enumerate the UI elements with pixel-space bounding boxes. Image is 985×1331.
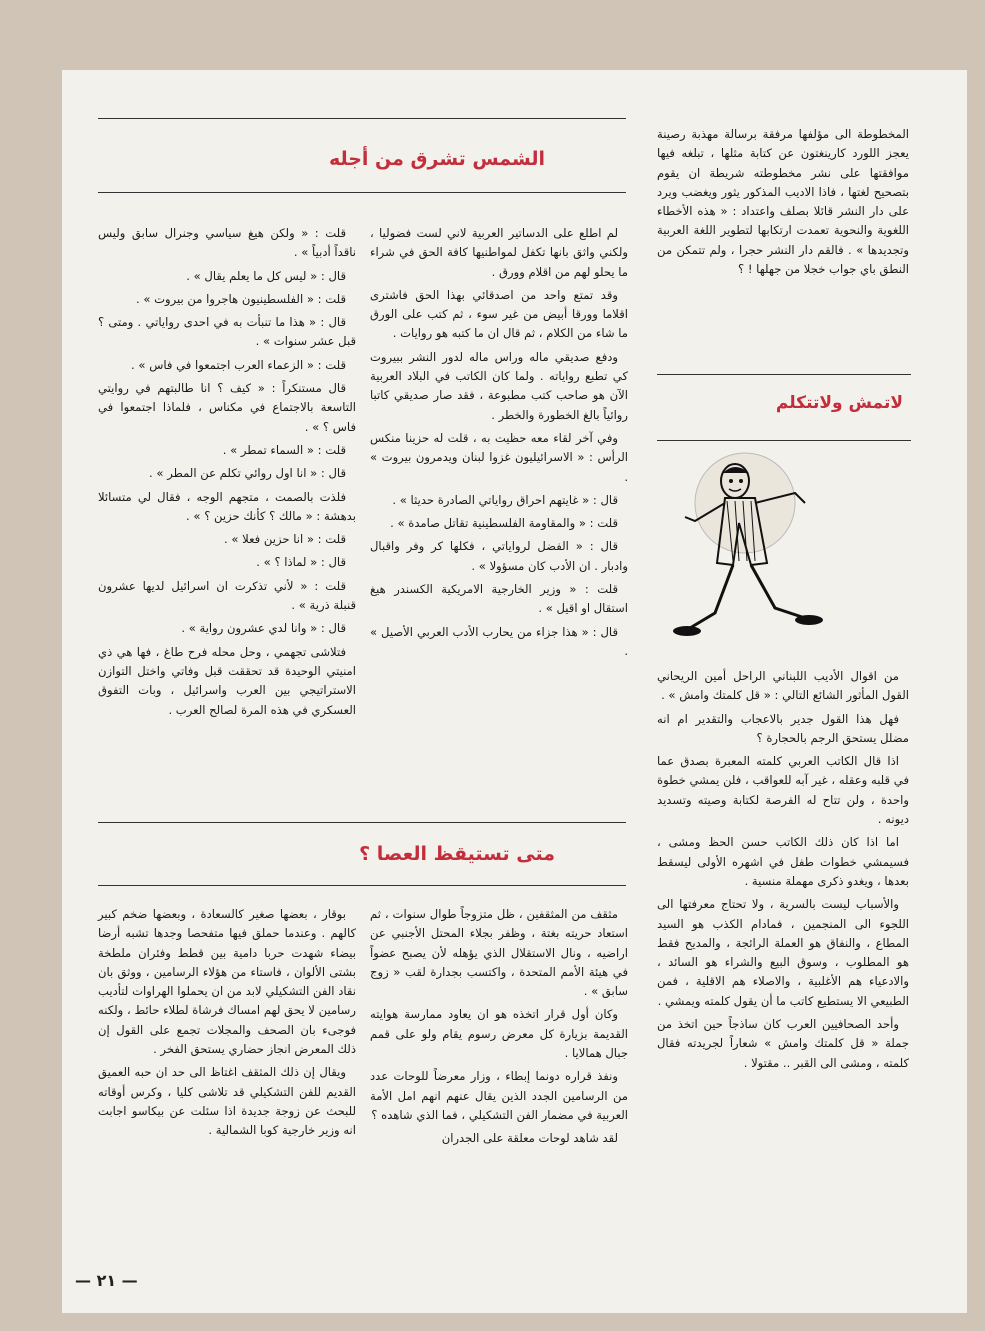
top-left-paragraph: قال : « انا اول روائي تكلم عن المطر » . [149, 466, 346, 481]
walking-man-illustration [655, 443, 911, 665]
heading-top: الشمس تشرق من أجله [328, 148, 545, 170]
top-middle-paragraph: وقد تمتع واحد من اصدقائي بهذا الحق فاشترى اقلاما وورقا أبيض من غير سوء ، ثم كتب على الورق ما شاء من الكلام ، ثم قال ان ما كتبه هو روايات . [370, 287, 628, 341]
top-left-column [98, 224, 356, 724]
bottom-middle-paragraph: مثقف من المثقفين ، ظل متزوجاً طوال سنوات ، ثم استعاد حريته بغتة ، وظفر بجلاء المحتل الأجنبي عن اراضيه ، ونال الاستقلال الذي يؤهله لأن يصبح عضواً في هيئة الأمم المتحدة ، واكتسب بجدارة لقب « زوج سابق » . [370, 907, 628, 999]
top-rule-upper [98, 118, 626, 119]
heading-right: لاتمش ولاتتكلم [775, 393, 903, 413]
heading-bottom: متى تستيقظ العصا ؟ [359, 843, 555, 865]
right-column-article [657, 667, 909, 1077]
top-middle-paragraph: قال : « الفضل لرواياتي ، فكلها كر وفر واقبال وادبار . ان الأدب كان مسؤولا » . [370, 539, 628, 573]
right-column-intro [657, 125, 909, 279]
right-paragraph: والأسباب ليست بالسرية ، ولا تحتاج معرفتها الى اللجوء الى المنجمين ، فمادام الكذب هو السيد المطاع ، والنفاق هو العملة الرائجة ، والمديح فقط هو المطلوب ، وسوق البيع والشراء هو السائد ، والادعياء هم الأغلبية ، والاصلاء هم الاقلية ، فمن الطبيعي الا يستطيع كاتب ما أن يقول كلمته ويمشي . [657, 897, 909, 1008]
top-left-paragraph: قلت : « الزعماء العرب اجتمعوا في فاس » . [131, 357, 346, 372]
top-left-paragraph: قلت : « ولكن هيغ سياسي وجنرال سابق وليس ناقداً أدبياً » . [98, 226, 356, 260]
top-middle-paragraph: ودفع صديقي ماله وراس ماله لدور النشر ببيروت كي تطبع رواياته . ولما كان الكاتب في البلاد العربية الآن هو صاحب كتب مطبوعة ، فقد صار صديقي كاتبا روائياً بالغ الخطورة والخطر . [370, 349, 628, 422]
right-paragraph: فهل هذا القول جدير بالاعجاب والتقدير ام انه مضلل يستحق الرجم بالحجارة ؟ [657, 711, 909, 745]
top-rule-lower [98, 192, 626, 193]
top-left-paragraph: قلت : « لأني تذكرت ان اسرائيل لديها عشرون قنبلة ذرية » . [98, 578, 356, 613]
bottom-middle-paragraph: لقد شاهد لوحات معلقة على الجدران [441, 1131, 618, 1146]
top-left-paragraph: فتلاشى تجهمي ، وحل محله فرح طاغ ، فها هي ذي امنيتي الوحيدة قد تحققت قبل وفاتي واختل التوازن الاستراتيجي بين العرب واسرائيل ، وبات التفوق العسكري في هذه المرة لصالح العرب . [98, 644, 356, 717]
bottom-left-paragraph: ويقال إن ذلك المثقف اغتاظ الى حد ان حبه العميق القديم للفن التشكيلي قد تلاشى كليا ، وكرس أوقاته للبحث عن زوجة جديدة اذا سئلت عن بيكاسو اجابت انه وزير خارجية كوبا الشمالية . [98, 1065, 356, 1138]
top-left-paragraph: قال مستنكراً : « كيف ؟ انا طالبتهم في روايتي التاسعة بالاجتماع في مكناس ، فلماذا اجتمعوا في فاس ؟ » . [98, 381, 356, 434]
bottom-rule-lower [98, 885, 626, 886]
top-left-paragraph: قال : « هذا ما تنبأت به في احدى رواياتي . ومتى ؟ قبل عشر سنوات » . [98, 315, 356, 349]
top-left-paragraph: فلذت بالصمت ، متجهم الوجه ، فقال لي متسائلا بدهشة : « مالك ؟ كأنك حزين ؟ » . [98, 489, 356, 523]
top-middle-paragraph: قلت : « وزير الخارجية الامريكية الكسندر هيغ استقال او اقيل » . [370, 582, 628, 616]
right-paragraph: اما اذا كان ذلك الكاتب حسن الحظ ومشى ، فسيمشي خطوات طفل في اشهره الأولى ليسقط بعدها ، ويغدو ذكرى مهملة منسية . [657, 835, 909, 888]
intro-paragraph: المخطوطة الى مؤلفها مرفقة برسالة مهذبة رصينة يعجز اللورد كارينغتون عن كتابة مثلها ، تبلغه فيها موافقتها على نشر مخطوطته شريطة ان يقوم بتصحيح لغتها ، فاذا الاديب المذكور يثور ويغضب ويرد على دار النشر قائلا بصلف واعتداد : « هذه الأخطاء اللغوية والنحوية تعمدت ارتكابها لتطوير اللغة العربية وتجديدها » . فالقم دار النشر حجرا ، ولم تتمكن من النطق باي جواب خجلا من جهلها ! ؟ [657, 127, 909, 277]
top-middle-paragraph: قال : « هذا جزاء من يحارب الأدب العربي الأصيل » . [370, 624, 628, 658]
right-paragraph: وأحد الصحافيين العرب كان ساذجاً حين اتخذ من جملة « قل كلمتك وامش » شعاراً لجريدته فقال كلمته ، ومشى الى القبر .. مقتولا . [657, 1017, 909, 1070]
top-left-paragraph: قال : « وانا لدي عشرون رواية » . [181, 621, 346, 636]
bottom-left-column [98, 905, 356, 1145]
bottom-middle-paragraph: ونفذ قراره دونما إبطاء ، وزار معرضاً للوحات عدد من الرسامين الجدد الذين يقال عنهم انهم امل الأمة العربية في مضمار الفن التشكيلي ، فما الذي شاهده ؟ [370, 1069, 628, 1122]
bottom-rule-upper [98, 822, 626, 823]
bottom-left-paragraph: بوقار ، بعضها صغير كالسعادة ، وبعضها ضخم كبير كالهم . وعندما حملق فيها متفحصا وجدها تشبه أرضا بيضاء شهدت حربا دامية بين قطط وفئران ملطخة بشتى الألوان ، فاستاء من هؤلاء الرسامين ، ووثق بان نقاد الفن التشكيلي لابد من ان يحملوا الهراوات لتأديب رسامين لا يحق لهم امساك فرشاة لطلاء حائط ، ولكنه فوجىء بان الصحف والمجلات تجمع على القول إن ذلك المعرض انجاز حضاري يستحق الفخر . [98, 907, 356, 1057]
top-left-paragraph: قال : « ليس كل ما يعلم يقال » . [186, 268, 346, 283]
top-left-paragraph: قلت : « انا حزين فعلا » . [224, 532, 346, 547]
bottom-middle-paragraph: وكان أول قرار اتخذه هو ان يعاود ممارسة هوايته القديمة بزيارة كل معرض رسوم يقام ولو على قمم جبال همالايا . [370, 1007, 628, 1061]
right-paragraph: من اقوال الأديب اللبناني الراحل أمين الريحاني القول المأثور الشائع التالي : « قل كلمتك وامش » . [657, 669, 909, 703]
top-middle-paragraph: لم اطلع على الدساتير العربية لاني لست فضوليا ، ولكني واثق بانها تكفل لمواطنيها كافة الحق في شراء ما يحلو لهم من اقلام وورق . [370, 226, 628, 279]
top-middle-column [370, 224, 628, 665]
page-number: — ٢١ — [75, 1271, 138, 1290]
right-paragraph: اذا قال الكاتب العربي كلمته المعبرة بصدق عما في قلبه وعقله ، غير آبه للعواقب ، فلن يمشي خطوة واحدة ، ولن تتاح له الفرصة لكتابة وصيته وتسديد ديونه . [657, 754, 909, 827]
top-middle-paragraph: وفي آخر لقاء معه حظيت به ، قلت له حزينا منكس الرأس : « الاسرائيليون غزوا لبنان ويدمرون بيروت » . [370, 430, 628, 484]
right-rule-bottom [657, 440, 911, 441]
top-left-paragraph: قال : « لماذا ؟ » . [256, 555, 346, 570]
right-rule-top [657, 374, 911, 375]
bottom-middle-column [370, 905, 628, 1153]
top-left-paragraph: قلت : « السماء تمطر » . [222, 442, 346, 457]
top-middle-paragraph: قال : « غايتهم احراق رواياتي الصادرة حديثا » . [392, 492, 618, 507]
top-middle-paragraph: قلت : « والمقاومة الفلسطينية تقاتل صامدة » . [390, 516, 618, 531]
top-left-paragraph: قلت : « الفلسطينيون هاجروا من بيروت » . [135, 291, 346, 306]
